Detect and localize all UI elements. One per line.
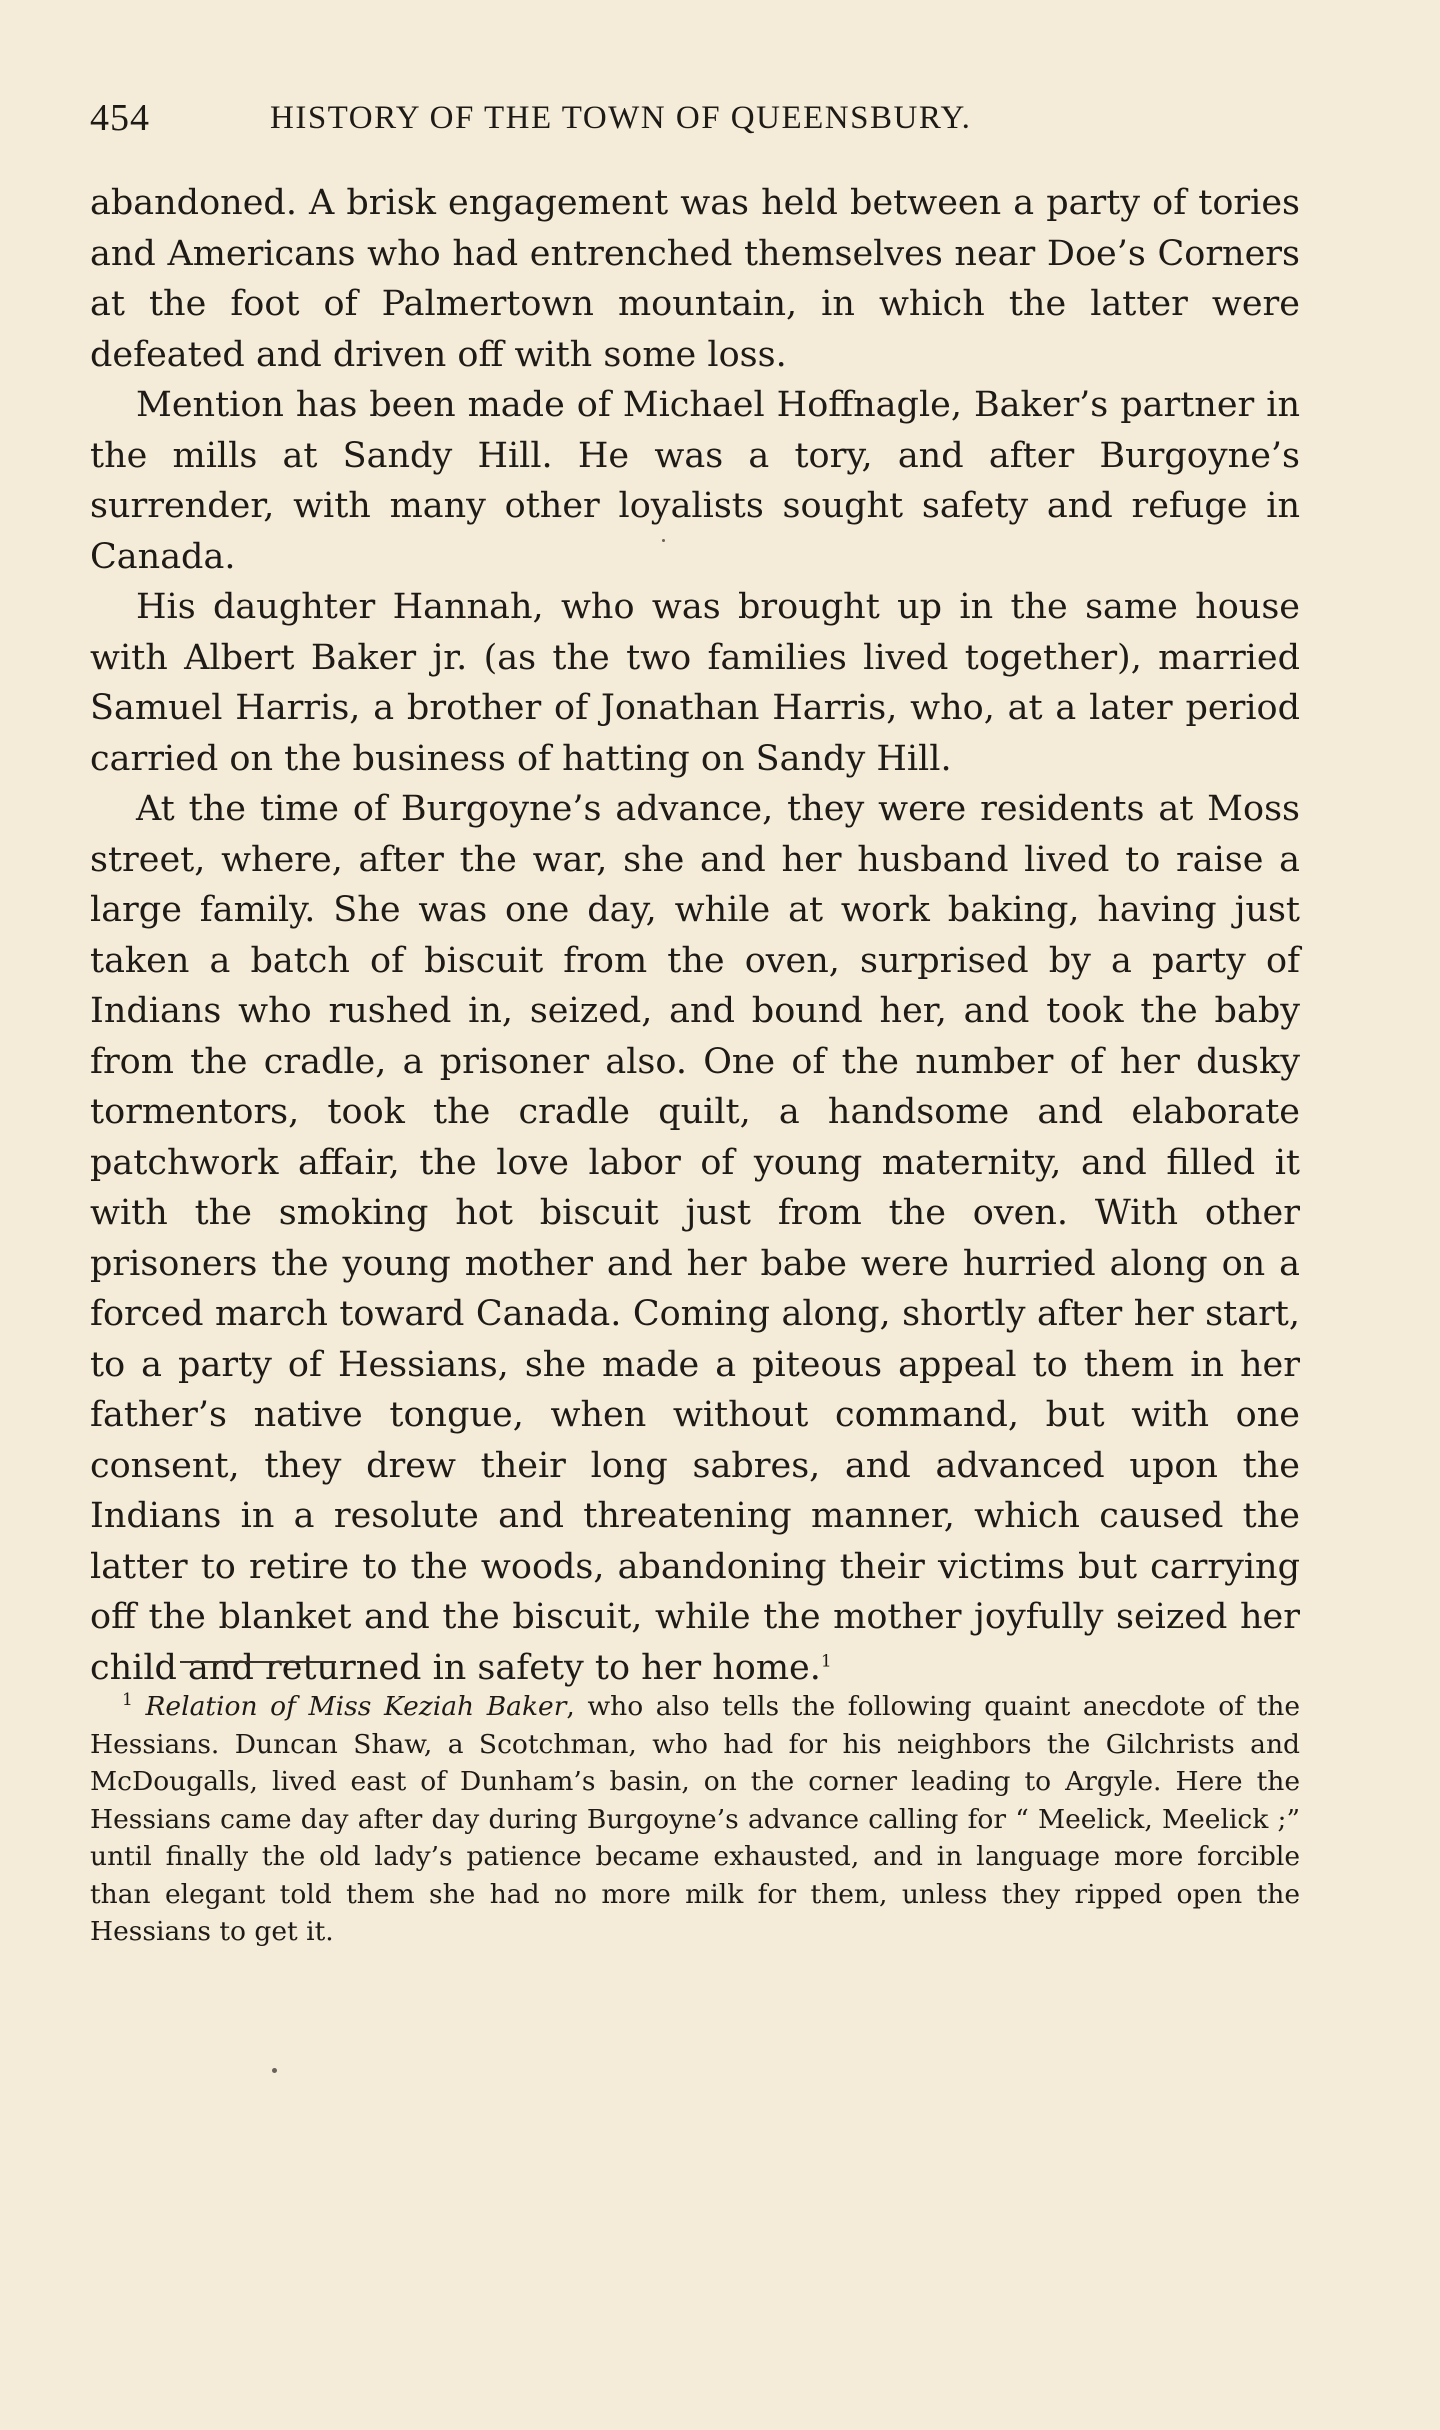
footnote-1 xyxy=(90,1688,1300,1951)
paragraph-continued: abandoned. A brisk engagement was held between a party of tories and Americans who had entrenched themselves near Doe’s Corners at the foot of Palmertown mountain, in which the latter were defeated and driven off with some loss. xyxy=(90,183,1300,375)
footnote-reference: 1 xyxy=(820,1650,832,1671)
paragraph-hoffnagle: Mention has been made of Michael Hoffnagle, Baker’s partner in the mills at Sandy Hill. He was a tory, and after Burgoyne’s surrender, with many other loyalists sought safety and refuge in Canada. xyxy=(90,385,1300,577)
footnote-source: Relation of Miss Keziah Baker xyxy=(145,1691,567,1722)
footnotes xyxy=(90,1688,1300,1951)
paragraph-indian-raid-text: At the time of Burgoyne’s advance, they were residents at Moss street, where, after the war, she and her husband lived to raise a large family. She was one day, while at work baking, having just taken a batch of biscuit from the oven, surprised by a party of Indians who rushed in, seized, and bound her, and took the baby from the cradle, a prisoner also. One of the number of her dusky tormentors, took the cradle quilt, a handsome and elaborate patchwork affair, the love labor of young maternity, and filled it with the smoking hot biscuit just from the oven. With other prisoners the young mother and her babe were hurried along on a forced march toward Canada. Coming along, shortly after her start, to a party of Hessians, she made a piteous appeal to them in her father’s native tongue, when without command, but with one consent, they drew their long sabres, and advanced upon the Indians in a resolute and threatening manner, which caused the latter to retire to the woods, abandoning their victims but carrying off the blanket and the biscuit, while the mother joyfully seized her child and returned in safety to her home. xyxy=(90,789,1300,1688)
running-title: HISTORY OF THE TOWN OF QUEENSBURY. xyxy=(270,100,972,136)
paper-speck xyxy=(272,2068,277,2073)
footnote-rule xyxy=(180,1661,336,1663)
running-head xyxy=(90,96,1300,146)
paper-speck xyxy=(662,539,665,542)
paragraph-hannah: His daughter Hannah, who was brought up in the same house with Albert Baker jr. (as the two families lived together), married Samuel Harris, a brother of Jonathan Harris, who, at a later period carried on the business of hatting on Sandy Hill. xyxy=(90,587,1300,779)
paragraph-indian-raid xyxy=(90,784,1300,1693)
body-text xyxy=(90,178,1300,1693)
page-number: 454 xyxy=(90,97,150,139)
footnote-marker: 1 xyxy=(122,1690,133,1711)
footnote-text: , who also tells the following quaint anecdote of the Hessians. Duncan Shaw, a Scotchman, who had for his neighbors the Gilchrists and McDougalls, lived east of Dunham’s basin, on the corner leading to Argyle. Here the Hessians came day after day during Burgoyne’s advance calling for “ Meelick, Meelick ;” until finally the old lady’s patience became exhausted, and in language more forcible than elegant told them she had no more milk for them, unless they ripped open the Hessians to get it. xyxy=(90,1691,1300,1947)
